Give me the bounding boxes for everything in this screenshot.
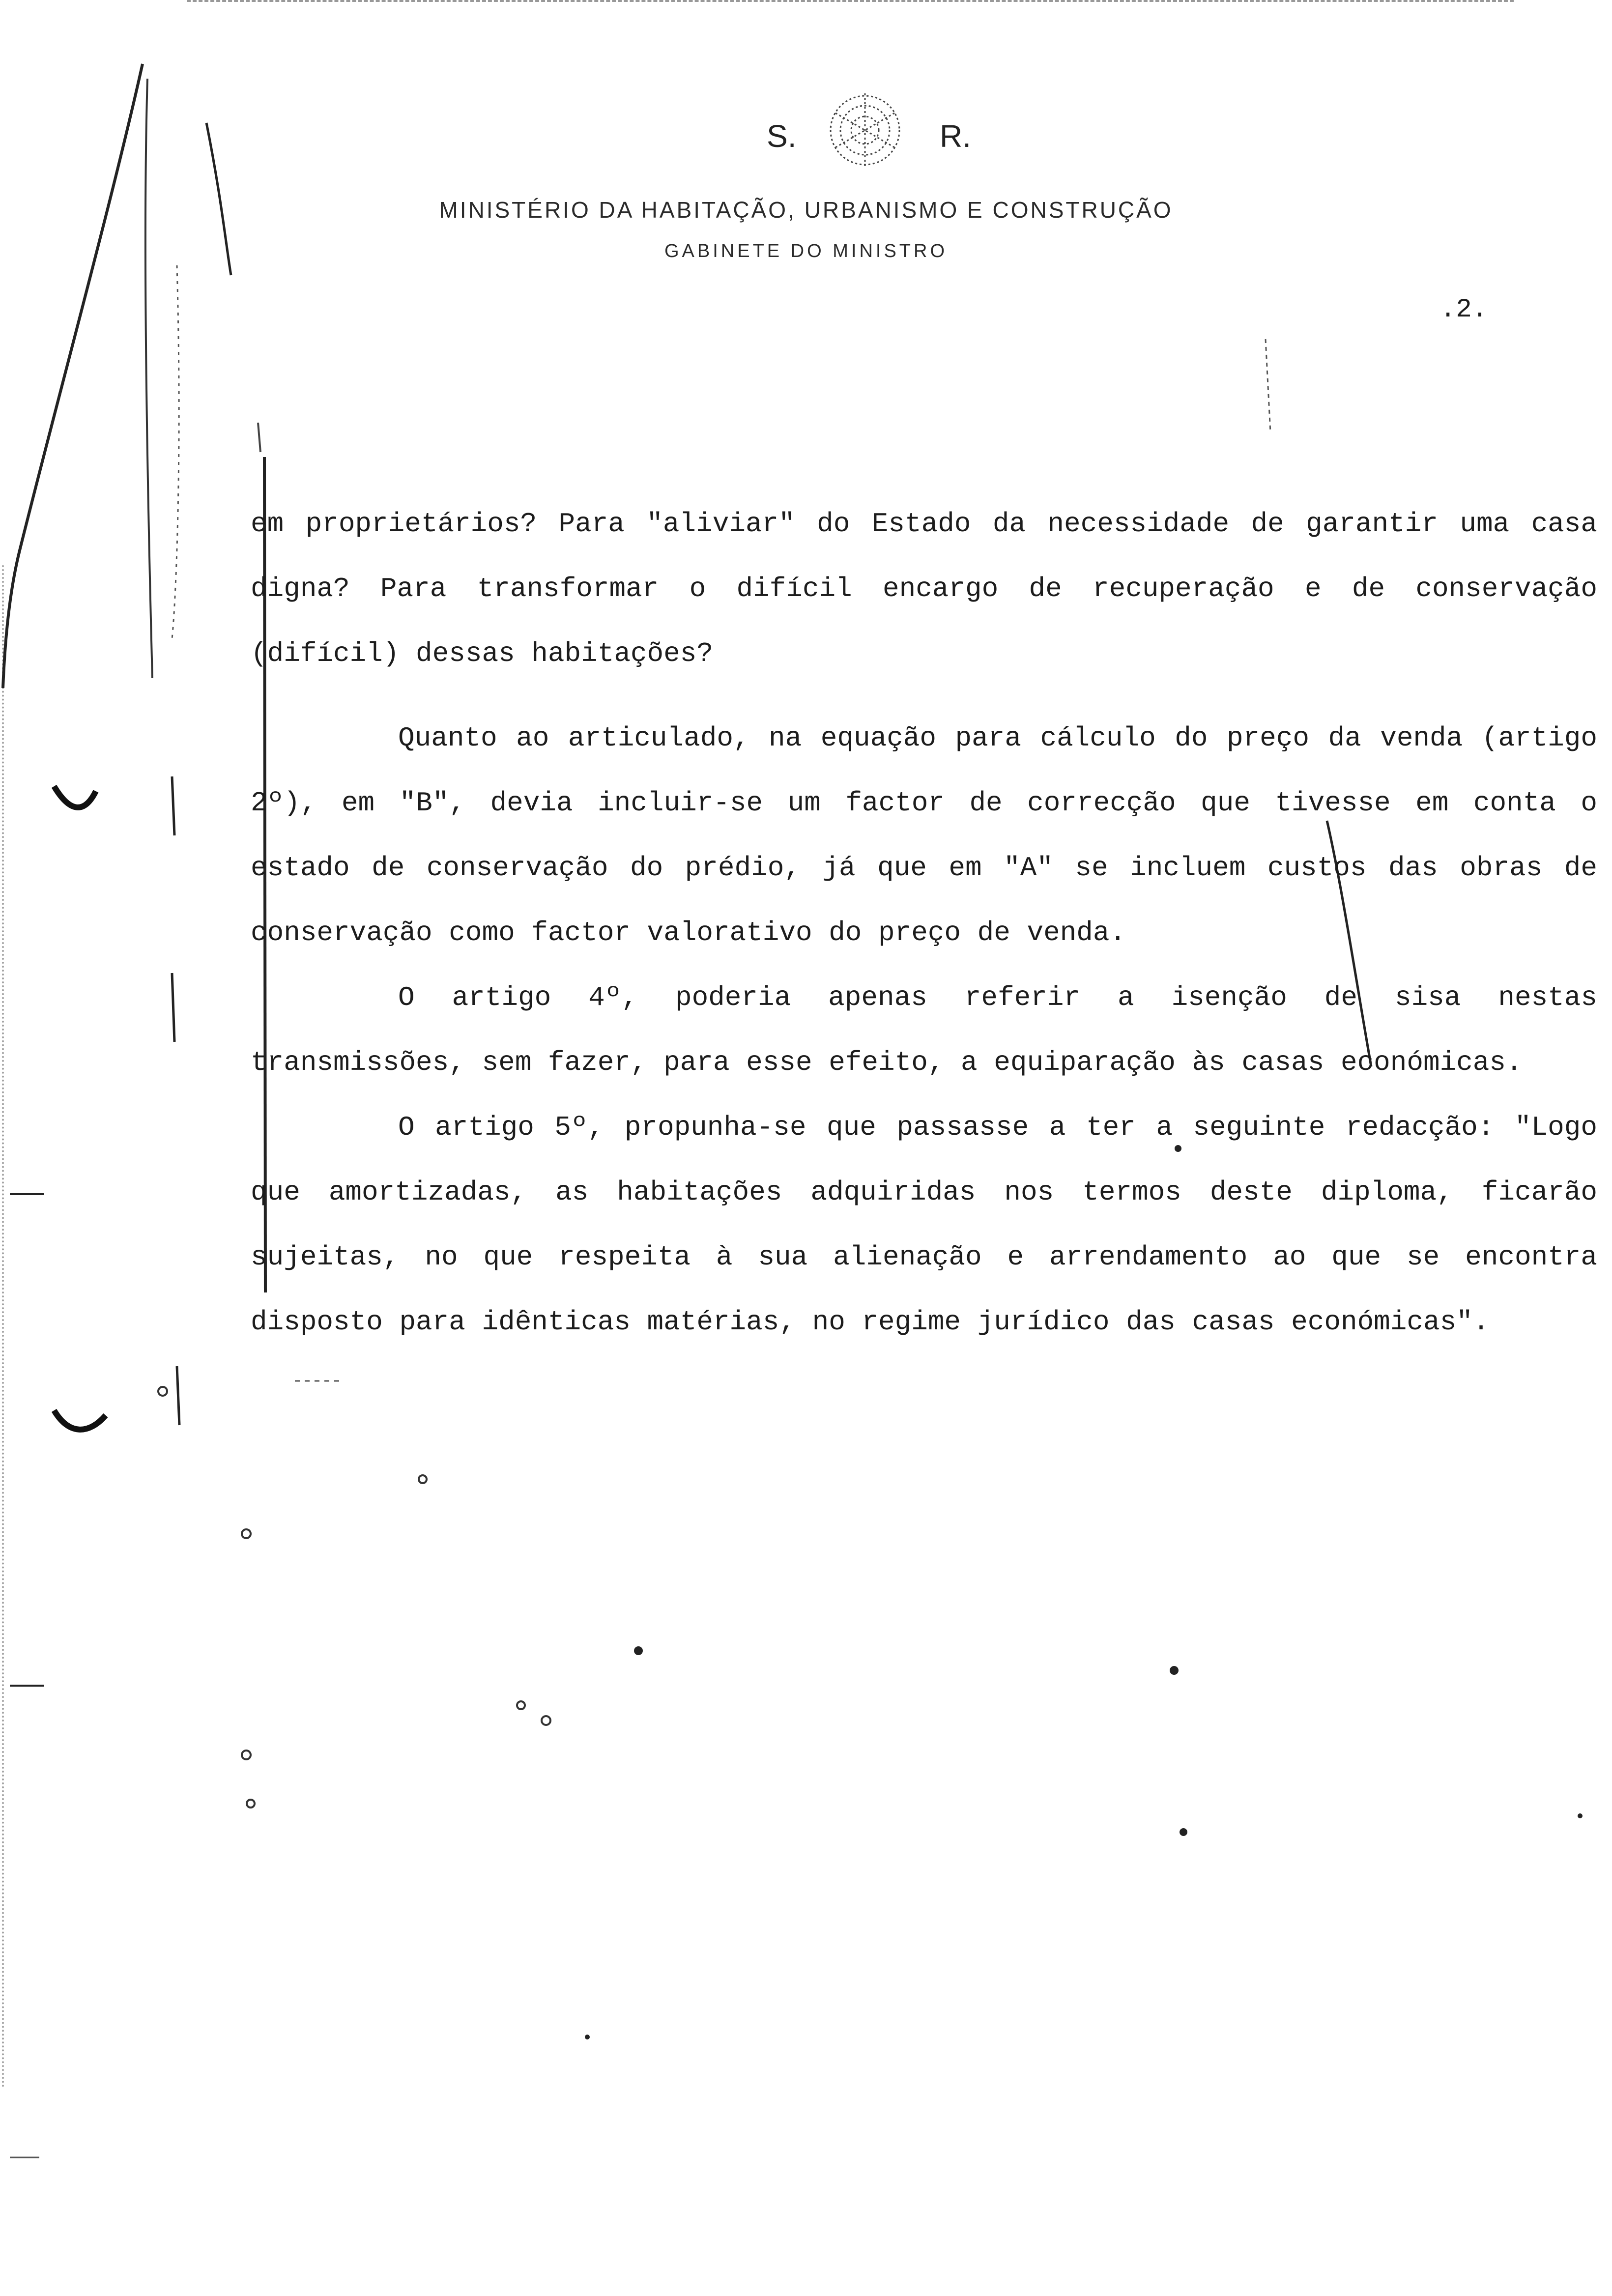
monogram-right: R.: [940, 118, 971, 154]
scan-speck: [157, 1386, 168, 1397]
emblem-row: [0, 84, 1612, 177]
crest-emblem-icon: [816, 84, 914, 177]
scan-speck: [418, 1474, 428, 1484]
scan-speck: [1180, 1828, 1187, 1836]
monogram-left: S.: [767, 118, 797, 154]
scan-speck: [516, 1700, 526, 1710]
paragraph-4: O artigo 5º, propunha-se que passasse a ter a seguinte redacção: "Logo que amortizadas, as habitações adquiridas nos termos deste diploma, ficarão sujeitas, no que respeita à sua alienação e arrendamento ao que se encontra disposto para idênticas matérias, no regime jurídico das casas económicas".: [251, 1112, 1597, 1338]
page-number: .2.: [1440, 295, 1488, 325]
cabinet-name: GABINETE DO MINISTRO: [664, 241, 948, 261]
letterhead: [0, 84, 1612, 177]
letter-body: [251, 491, 1597, 1354]
paragraph-2: Quanto ao articulado, na equação para cálculo do preço da venda (artigo 2º), em "B", devia incluir-se um factor de correcção que tivesse em conta o estado de conservação do prédio, já que em "A" se incluem custos das obras de conservação como factor valorativo do preço de venda.: [251, 722, 1597, 948]
scan-speck: [585, 2035, 590, 2039]
scan-speck: [1170, 1666, 1179, 1675]
scan-speck: [634, 1646, 643, 1655]
ministry-name: MINISTÉRIO DA HABITAÇÃO, URBANISMO E CONSTRUÇÃO: [439, 197, 1173, 223]
scan-speck: [541, 1715, 551, 1726]
scan-speck: [241, 1528, 252, 1539]
paragraph-3: O artigo 4º, poderia apenas referir a isenção de sisa nestas transmissões, sem fazer, para esse efeito, a equiparação às casas económicas.: [251, 982, 1597, 1078]
scan-speck: [1578, 1813, 1583, 1818]
scan-speck: [246, 1799, 256, 1808]
scan-speck: [241, 1750, 252, 1760]
paragraph-1: em proprietários? Para "aliviar" do Estado da necessidade de garantir uma casa digna? Para transformar o difícil encargo de recuperação e de conservação (difícil) dessas habitações?: [251, 508, 1597, 669]
